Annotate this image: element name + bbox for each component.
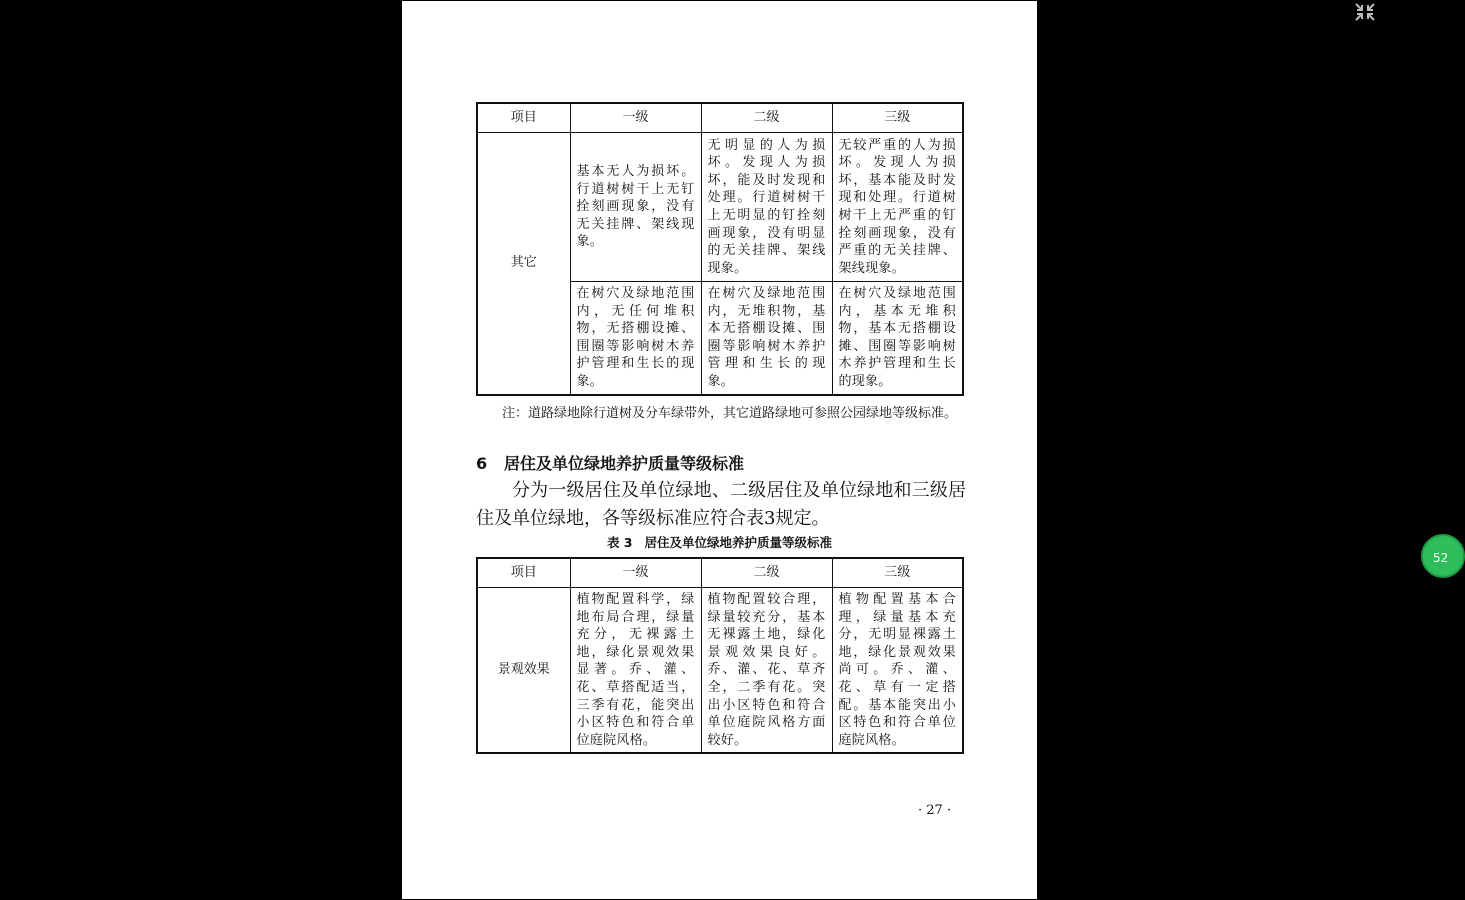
table-cell: 在树穴及绿地范围内，无任何堆积物，无搭棚设摊、围圈等影响树木养护管理和生长的现象。 [570, 282, 701, 395]
header-level-3: 三级 [832, 103, 963, 133]
row-label-other: 其它 [477, 133, 570, 395]
header-item: 项目 [477, 103, 570, 133]
header-level-3: 三级 [832, 558, 963, 588]
page-indicator-badge[interactable]: 52 [1421, 534, 1465, 578]
caption-number: 表 3 [606, 535, 633, 550]
table-caption [402, 533, 1037, 551]
header-item: 项目 [477, 558, 570, 588]
exit-fullscreen-button[interactable] [1354, 2, 1376, 22]
section-title: 居住及单位绿地养护质量等级标准 [504, 454, 745, 473]
table-cell: 无明显的人为损坏。发现人为损坏，能及时发现和处理。行道树树干上无明显的钉拴刻画现象，没有明显的无关挂牌、架线现象。 [701, 133, 832, 282]
page-number: · 27 · [918, 803, 952, 818]
section-number: 6 [476, 454, 488, 473]
table-cell: 植物配置较合理，绿量较充分，基本无裸露土地，绿化景观效果良好。乔、灌、花、草齐全，二季有花。突出小区特色和符合单位庭院风格方面较好。 [701, 588, 832, 754]
table-header-row [477, 103, 963, 133]
table-row [477, 133, 963, 282]
header-level-2: 二级 [701, 103, 832, 133]
table-row [477, 588, 963, 754]
document-page [402, 1, 1037, 899]
header-level-1: 一级 [570, 558, 701, 588]
table-prev-continued [476, 102, 964, 396]
exit-fullscreen-icon [1354, 2, 1376, 22]
table-cell: 无较严重的人为损坏。发现人为损坏，基本能及时发现和处理。行道树树干上无严重的钉拴刻画现象，没有严重的无关挂牌、架线现象。 [832, 133, 963, 282]
section-heading [476, 451, 744, 474]
table-cell: 在树穴及绿地范围内，基本无堆积物，基本无搭棚设摊、围圈等影响树木养护管理和生长的现象。 [832, 282, 963, 395]
header-level-1: 一级 [570, 103, 701, 133]
row-label-landscape: 景观效果 [477, 588, 570, 754]
table-3 [476, 557, 964, 754]
caption-title: 居住及单位绿地养护质量等级标准 [644, 535, 833, 550]
body-paragraph: 分为一级居住及单位绿地、二级居住及单位绿地和三级居住及单位绿地，各等级标准应符合表3规定。 [476, 480, 966, 529]
table-cell: 植物配置基本合理，绿量基本充分，无明显裸露土地，绿化景观效果尚可。乔、灌、花、草有一定搭配。基本能突出小区特色和符合单位庭院风格。 [832, 588, 963, 754]
header-level-2: 二级 [701, 558, 832, 588]
table-cell: 基本无人为损坏。行道树树干上无钉拴刻画现象，没有无关挂牌、架线现象。 [570, 133, 701, 282]
table-cell: 在树穴及绿地范围内，无堆积物，基本无搭棚设摊、围圈等影响树木养护管理和生长的现象。 [701, 282, 832, 395]
table-header-row [477, 558, 963, 588]
table-note: 注：道路绿地除行道树及分车绿带外，其它道路绿地可参照公园绿地等级标准。 [502, 406, 958, 421]
table-cell: 植物配置科学，绿地布局合理，绿量充分，无裸露土地，绿化景观效果显著。乔、灌、花、草搭配适当，三季有花，能突出小区特色和符合单位庭院风格。 [570, 588, 701, 754]
